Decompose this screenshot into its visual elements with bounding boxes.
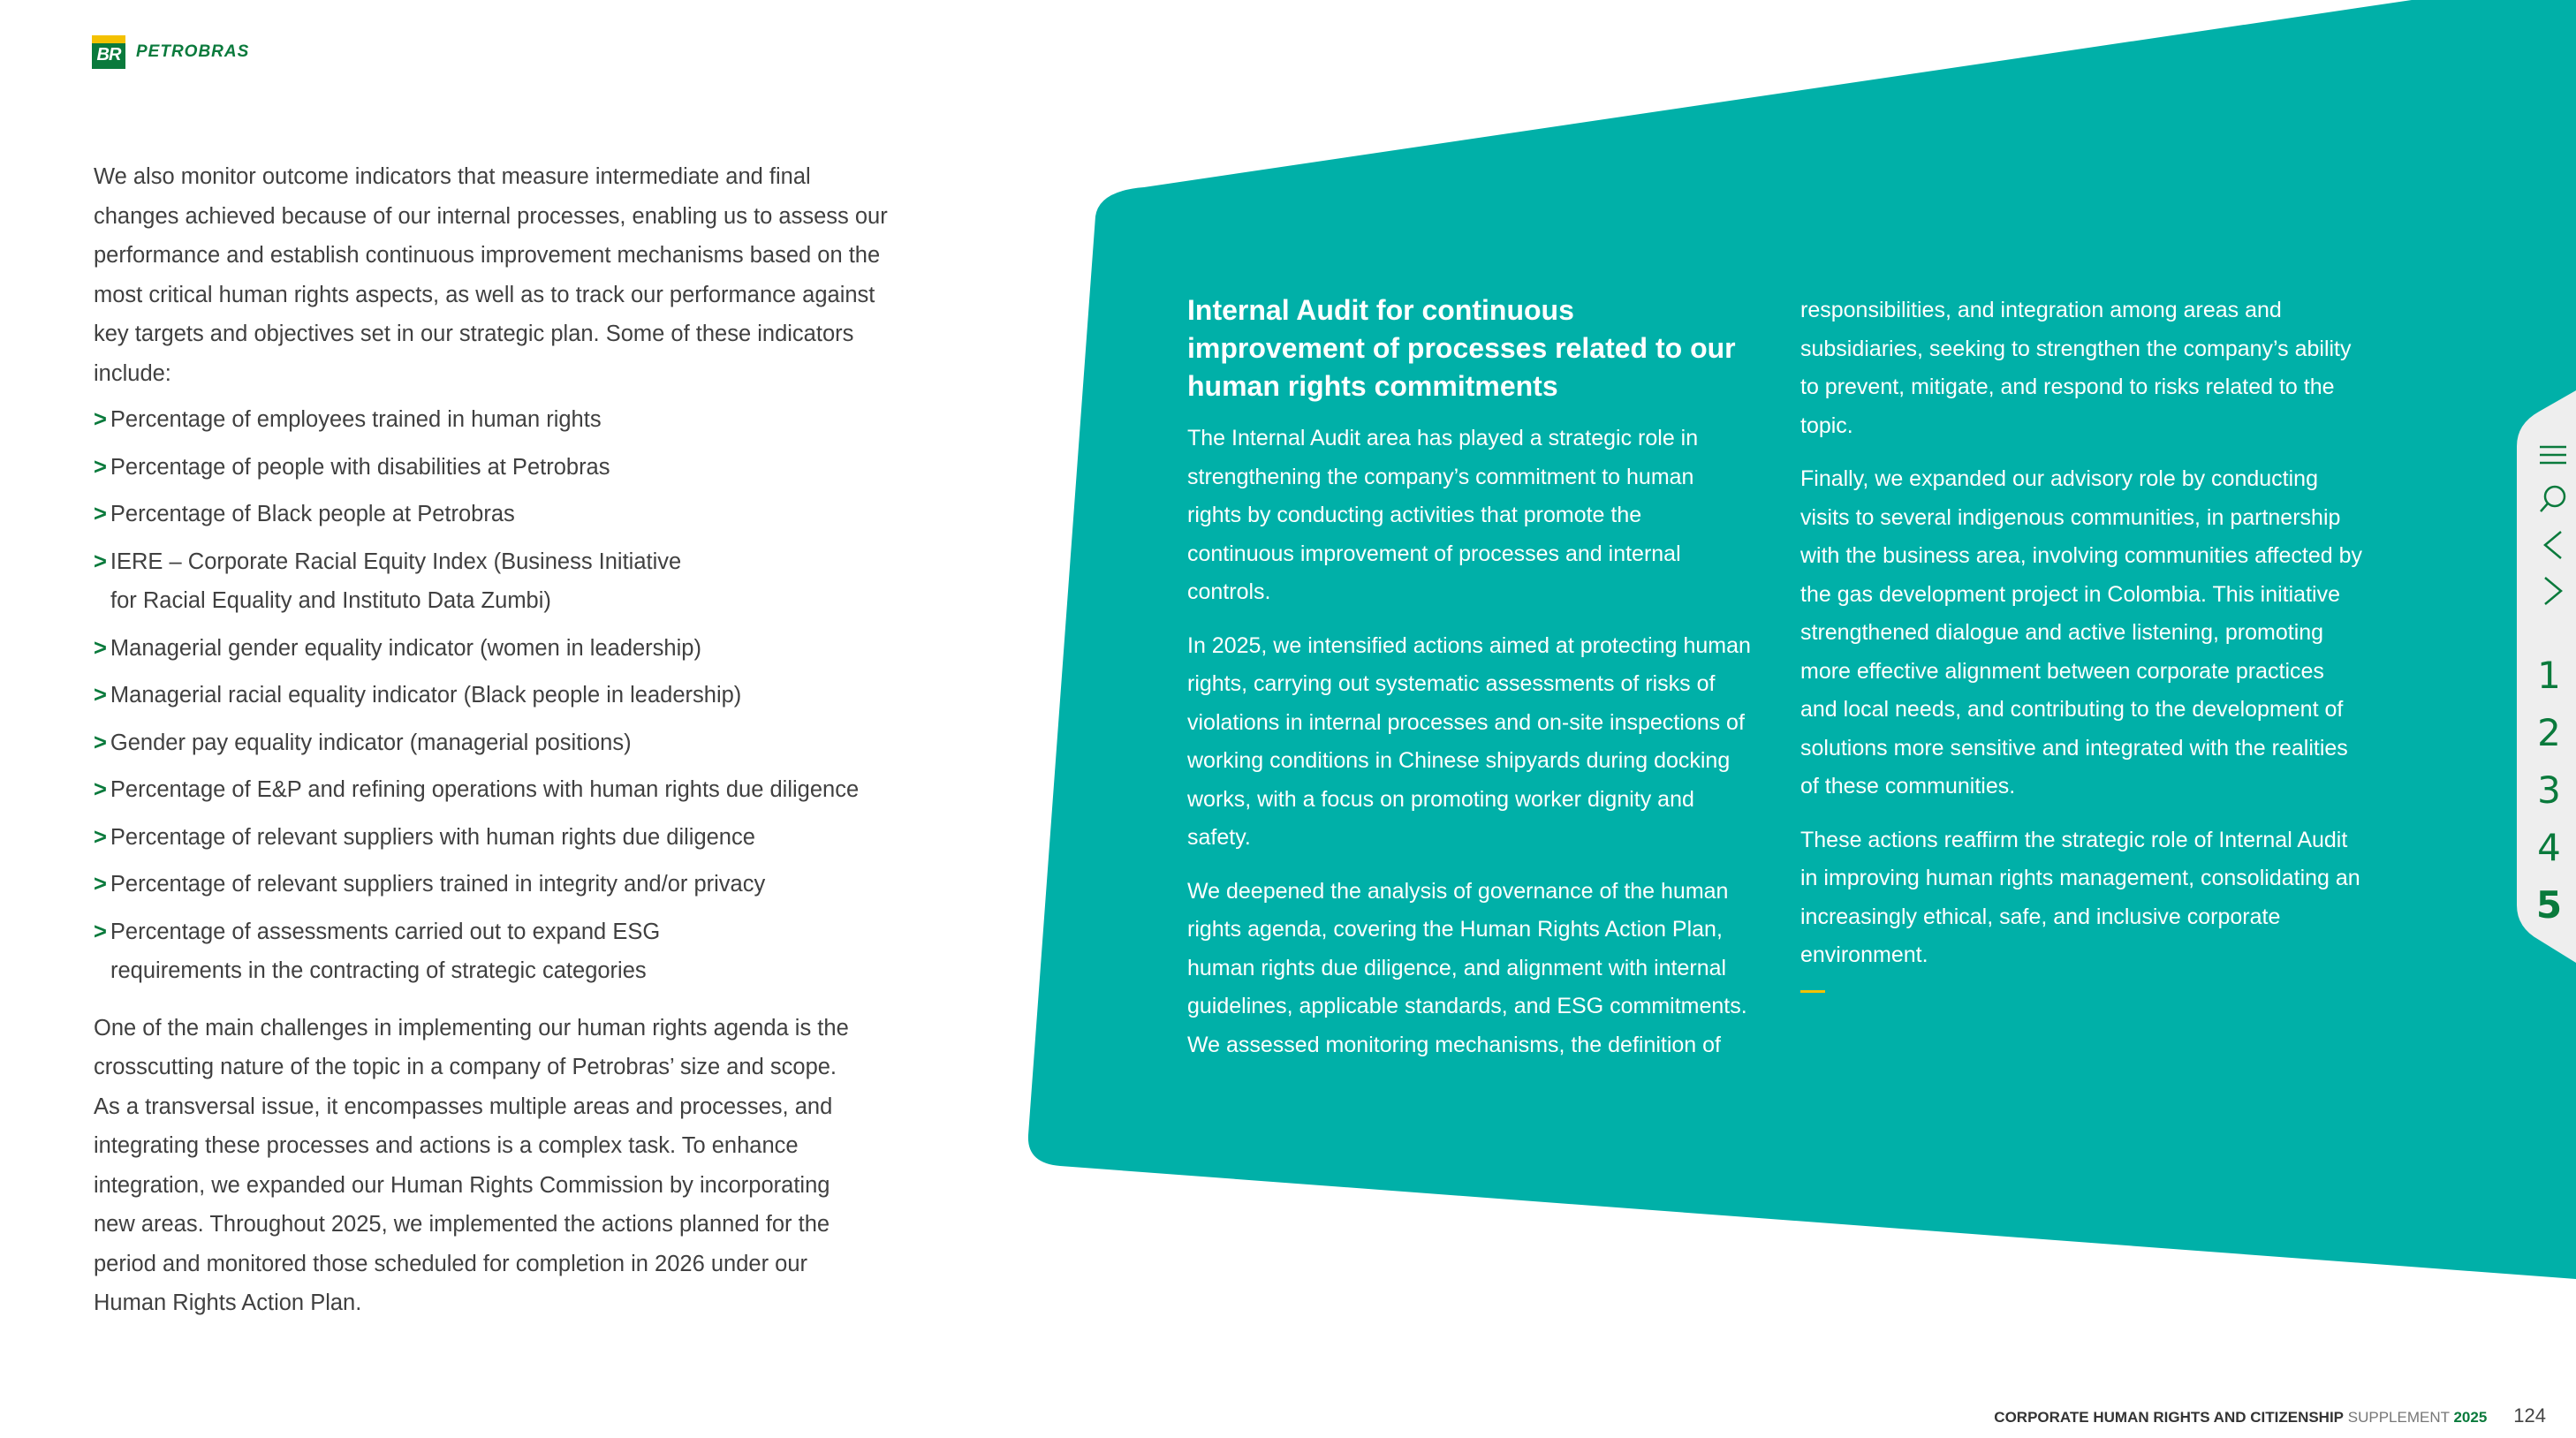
list-item: > IERE – Corporate Racial Equity Index (Business Initiative for Racial Equality and Instituto Data Zumbi) xyxy=(94,549,682,613)
accent-dash xyxy=(1800,990,1825,993)
panel-paragraph: We deepened the analysis of governance of the human rights agenda, covering the Human Rights Action Plan, human rights due diligence, and alignment with internal guidelines, applicable standards, and ESG commitments. We assessed monitoring mechanisms, the definition of xyxy=(1187,878,1747,1057)
previous-icon[interactable] xyxy=(2538,530,2568,560)
list-item: > Percentage of Black people at Petrobras xyxy=(94,502,515,526)
page-number: 124 xyxy=(2513,1404,2546,1427)
chapter-link-5-active[interactable]: 5 xyxy=(2535,883,2563,927)
panel-paragraph: Finally, we expanded our advisory role by conducting visits to several indigenous communities, in partnership with the business area, involving communities affected by the gas development project in Colombia. This initiative strengthened dialogue and active listening, promoting more effective alignment between corporate practices and local needs, and contributing to the development of solutions more sensitive and integrated with the realities of these communities. xyxy=(1800,466,2362,798)
list-item: > Gender pay equality indicator (managerial positions) xyxy=(94,730,632,755)
panel-paragraph: The Internal Audit area has played a strategic role in strengthening the company’s commitment to human rights by conducting activities that promote the continuous improvement of processes and internal controls. xyxy=(1187,426,1699,604)
menu-icon[interactable] xyxy=(2538,440,2568,470)
list-item: > Managerial gender equality indicator (women in leadership) xyxy=(94,635,701,661)
challenges-paragraph: One of the main challenges in implementing our human rights agenda is the crosscutting nature of the topic in a company of Petrobras’ size and scope. As a transversal issue, it encompasses multiple areas and processes, and integrating these processes and actions is a complex task. To enhance integration, we expanded our Human Rights Commission by incorporating new areas. Throughout 2025, we implemented the actions planned for the period and monitored those scheduled for completion in 2026 under our Human Rights Action Plan. xyxy=(94,1015,849,1315)
indicator-list xyxy=(94,400,889,991)
list-item: > Percentage of employees trained in human rights xyxy=(94,407,602,432)
publication-title: CORPORATE HUMAN RIGHTS AND CITIZENSHIP SUPPLEMENT 2025 xyxy=(1994,1409,2488,1426)
list-item: > Managerial racial equality indicator (Black people in leadership) xyxy=(94,683,742,708)
intro-paragraph: We also monitor outcome indicators that measure intermediate and final changes achieved because of our internal processes, enabling us to assess our performance and establish continuous improvement mechanisms based on the most critical human rights aspects, as well as to track our performance against key targets and objectives set in our strategic plan. Some of these indicators include: xyxy=(94,164,888,386)
list-item: > Percentage of people with disabilities at Petrobras xyxy=(94,454,610,480)
chapter-link-2[interactable]: 2 xyxy=(2537,711,2561,754)
list-item: > Percentage of assessments carried out to expand ESG requirements in the contracting of strategic categories xyxy=(94,919,661,983)
panel-column-2 xyxy=(1800,291,2366,993)
panel-column-1 xyxy=(1187,291,1753,1079)
search-icon[interactable] xyxy=(2538,484,2568,514)
panel-paragraph: These actions reaffirm the strategic role of Internal Audit in improving human rights management, consolidating an increasingly ethical, safe, and inclusive corporate environment. xyxy=(1800,827,2360,967)
chapter-link-1[interactable]: 1 xyxy=(2537,654,2561,697)
next-icon[interactable] xyxy=(2538,576,2568,606)
list-item: > Percentage of E&P and refining operations with human rights due diligence xyxy=(94,777,860,802)
petrobras-logo xyxy=(92,35,249,69)
list-item: > Percentage of relevant suppliers trained in integrity and/or privacy xyxy=(94,872,766,897)
br-logo-mark: BR xyxy=(92,35,125,69)
panel-title: Internal Audit for continuous improvement of processes related to our human rights commitments xyxy=(1187,294,1736,402)
panel-paragraph: responsibilities, and integration among areas and subsidiaries, seeking to strengthen the company’s ability to prevent, mitigate, and respond to risks related to the topic. xyxy=(1800,298,2352,438)
list-item: > Percentage of relevant suppliers with human rights due diligence xyxy=(94,824,755,850)
chapter-link-3[interactable]: 3 xyxy=(2537,768,2561,812)
panel-paragraph: In 2025, we intensified actions aimed at protecting human rights, carrying out systematic assessments of risks of violations in internal processes and on-site inspections of working conditions in Chinese shipyards during docking works, with a focus on promoting worker dignity and safety. xyxy=(1187,632,1751,850)
left-column xyxy=(94,157,889,1323)
side-navigation xyxy=(2522,380,2576,963)
chapter-link-4[interactable]: 4 xyxy=(2537,826,2561,869)
brand-name: PETROBRAS xyxy=(136,42,250,61)
page-footer xyxy=(1994,1404,2546,1427)
